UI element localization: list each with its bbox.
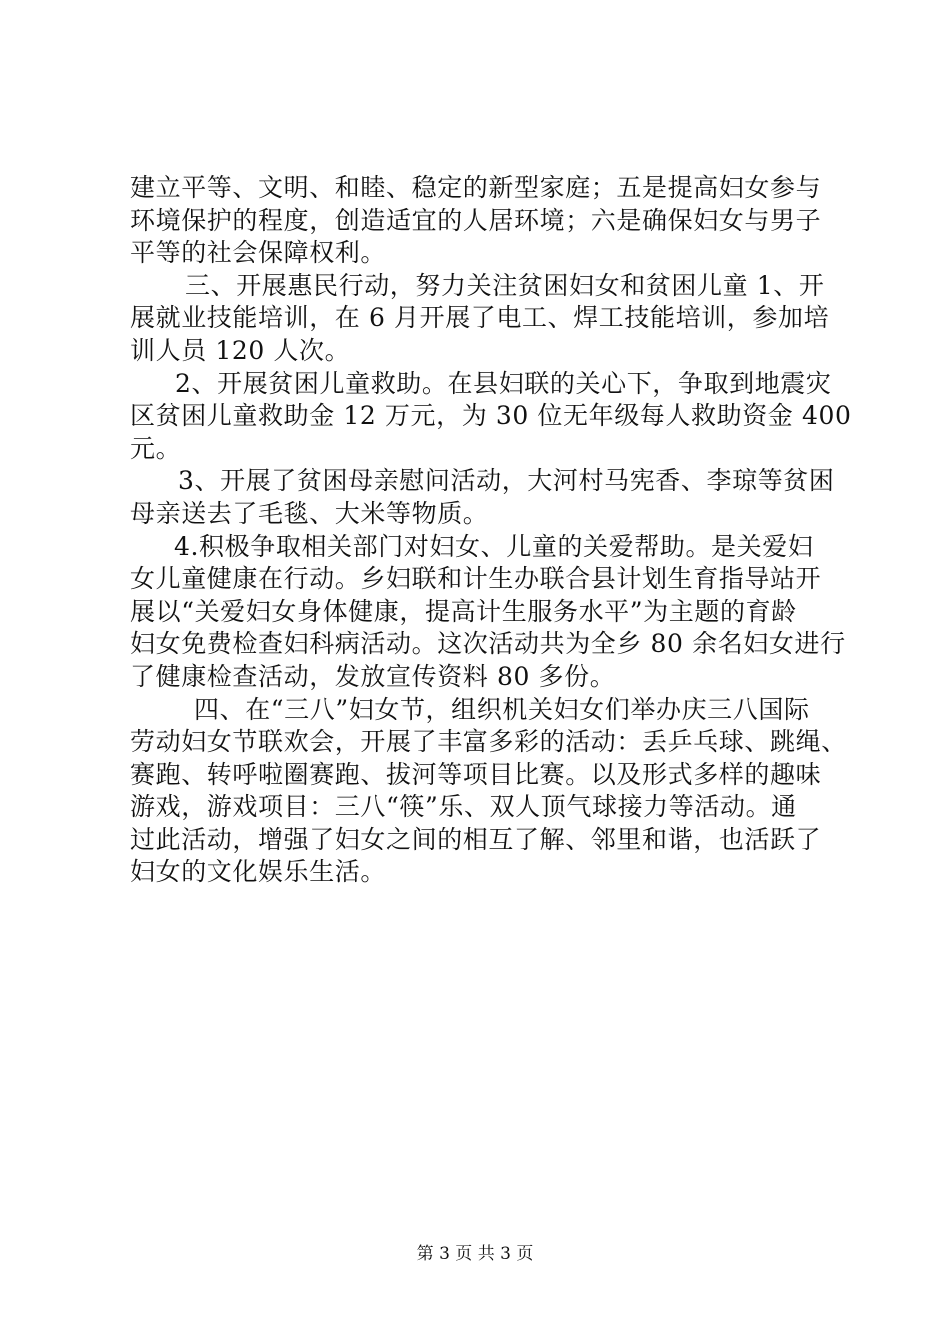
item-four-line: 4.积极争取相关部门对妇女、儿童的关爱帮助。是关爱妇 — [174, 531, 814, 561]
text-line: 展就业技能培训，在 6 月开展了电工、焊工技能培训，参加培 — [130, 303, 830, 333]
text-line: 区贫困儿童救助金 12 万元，为 30 位无年级每人救助资金 400 — [130, 401, 852, 431]
item-three-line: 3、开展了贫困母亲慰问活动，大河村马宪香、李琼等贫困 — [178, 466, 835, 496]
page-number-footer: 第 3 页 共 3 页 — [416, 1244, 534, 1264]
text-line: 展以“关爱妇女身体健康，提高计生服务水平”为主题的育龄 — [130, 596, 797, 626]
text-line: 妇女免费检查妇科病活动。这次活动共为全乡 80 余名妇女进行 — [130, 629, 846, 659]
item-two-line: 2、开展贫困儿童救助。在县妇联的关心下，争取到地震灾 — [175, 368, 832, 398]
text-line: 训人员 120 人次。 — [130, 335, 351, 365]
text-line: 平等的社会保障权利。 — [130, 238, 387, 268]
section-four-heading-line: 四、在“三八”妇女节，组织机关妇女们举办庆三八国际 — [194, 694, 810, 724]
text-line: 游戏，游戏项目：三八“筷”乐、双人顶气球接力等活动。通 — [130, 792, 797, 822]
text-line: 环境保护的程度，创造适宜的人居环境；六是确保妇女与男子 — [130, 205, 822, 235]
text-line: 赛跑、转呼啦圈赛跑、拔河等项目比赛。以及形式多样的趣味 — [130, 759, 822, 789]
text-line: 了健康检查活动，发放宣传资料 80 多份。 — [130, 661, 616, 691]
text-line: 女儿童健康在行动。乡妇联和计生办联合县计划生育指导站开 — [130, 564, 822, 594]
text-line: 过此活动，增强了妇女之间的相互了解、邻里和谐，也活跃了 — [130, 824, 822, 854]
text-line: 劳动妇女节联欢会，开展了丰富多彩的活动：丢乒乓球、跳绳、 — [130, 727, 847, 757]
text-line: 元。 — [130, 433, 182, 463]
text-line: 妇女的文化娱乐生活。 — [130, 857, 387, 887]
text-line: 母亲送去了毛毯、大米等物质。 — [130, 498, 489, 528]
document-body — [130, 172, 852, 889]
section-three-heading-line: 三、开展惠民行动，努力关注贫困妇女和贫困儿童 1、开 — [185, 270, 825, 300]
text-line: 建立平等、文明、和睦、稳定的新型家庭；五是提高妇女参与 — [130, 173, 822, 202]
